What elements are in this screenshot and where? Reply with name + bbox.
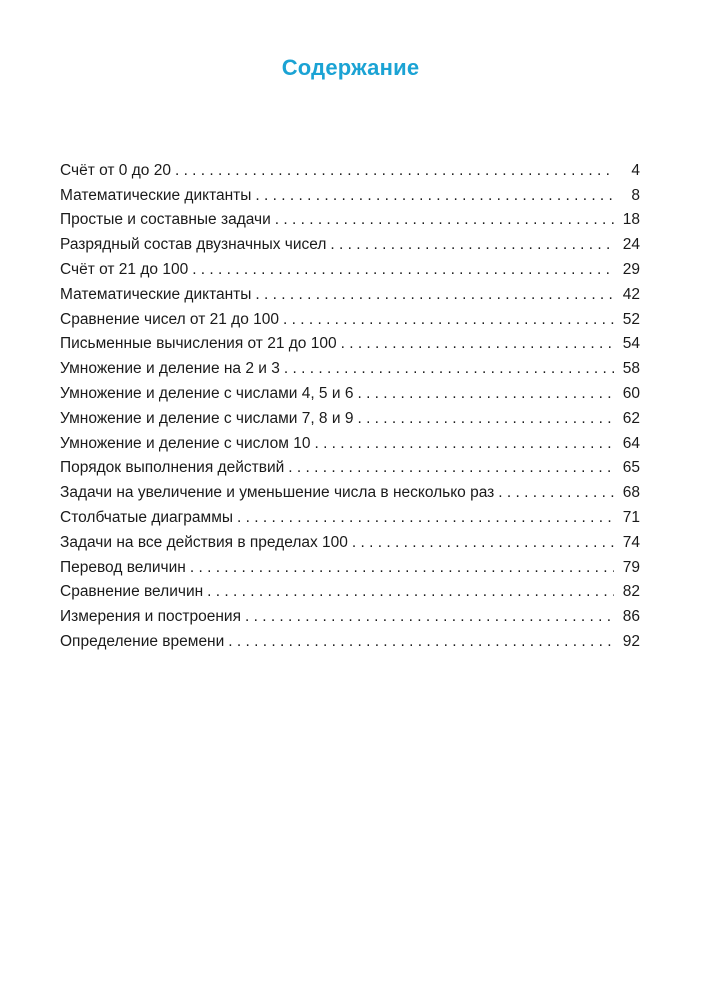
- toc-entry-title: Порядок выполнения действий: [60, 459, 285, 477]
- toc-entry[interactable]: [60, 528, 640, 553]
- toc-entry-page: 62: [622, 409, 640, 427]
- dot-leader: [190, 558, 614, 578]
- page-title: Содержание: [281, 54, 420, 80]
- toc-entry[interactable]: [60, 305, 640, 330]
- toc-entry-page: 18: [622, 211, 640, 229]
- toc-entry-title: Математические диктанты: [60, 285, 252, 303]
- dot-leader: [192, 260, 614, 280]
- toc-entry[interactable]: [60, 230, 640, 255]
- toc-entry-page: 74: [622, 533, 640, 551]
- toc-entry-title: Математические диктанты: [60, 186, 252, 204]
- toc-entry[interactable]: [60, 255, 640, 280]
- dot-leader: [207, 582, 614, 602]
- toc-entry-page: 65: [622, 459, 640, 477]
- toc-entry-page: 79: [622, 558, 640, 576]
- toc-entry-title: Задачи на все действия в пределах 100: [60, 533, 348, 551]
- toc-entry[interactable]: [60, 181, 640, 206]
- dot-leader: [237, 508, 614, 528]
- dot-leader: [498, 483, 614, 503]
- dot-leader: [352, 533, 614, 553]
- toc-entry[interactable]: [60, 280, 640, 305]
- toc-entry-page: 68: [622, 484, 640, 502]
- toc-entry-page: 4: [631, 161, 640, 179]
- dot-leader: [357, 384, 614, 404]
- toc-entry-title: Задачи на увеличение и уменьшение числа в несколько раз: [60, 484, 495, 502]
- toc-entry[interactable]: [60, 156, 640, 181]
- toc-entry-page: 29: [622, 260, 640, 278]
- toc-entry-page: 92: [622, 632, 640, 650]
- toc-entry-title: Умножение и деление с числами 7, 8 и 9: [60, 409, 354, 427]
- dot-leader: [330, 235, 614, 255]
- toc-entry-page: 24: [622, 236, 640, 254]
- dot-leader: [341, 334, 614, 354]
- dot-leader: [228, 632, 614, 652]
- toc-entry-page: 54: [622, 335, 640, 353]
- toc-entry-title: Разрядный состав двузначных чисел: [60, 236, 327, 254]
- toc-entry-page: 52: [622, 310, 640, 328]
- toc-entry[interactable]: [60, 429, 640, 454]
- dot-leader: [288, 458, 614, 478]
- toc-entry-title: Умножение и деление на 2 и 3: [60, 360, 280, 378]
- dot-leader: [255, 285, 614, 305]
- toc-entry[interactable]: [60, 206, 640, 231]
- toc-entry[interactable]: [60, 503, 640, 528]
- dot-leader: [314, 434, 614, 454]
- toc-entry-page: 8: [631, 186, 640, 204]
- dot-leader: [283, 310, 614, 330]
- toc-entry-page: 64: [622, 434, 640, 452]
- dot-leader: [255, 186, 614, 206]
- toc-entry-title: Измерения и построения: [60, 608, 241, 626]
- toc-entry[interactable]: [60, 404, 640, 429]
- toc-entry-page: 86: [622, 608, 640, 626]
- toc-entry-title: Умножение и деление с числом 10: [60, 434, 311, 452]
- toc-entry-title: Сравнение величин: [60, 583, 204, 601]
- toc-entry-title: Определение времени: [60, 632, 225, 650]
- dot-leader: [357, 409, 614, 429]
- toc-entry-title: Счёт от 0 до 20: [60, 161, 171, 179]
- toc-entry-page: 58: [622, 360, 640, 378]
- toc-entry[interactable]: [60, 578, 640, 603]
- dot-leader: [245, 607, 614, 627]
- toc-entry-title: Столбчатые диаграммы: [60, 508, 233, 526]
- table-of-contents: [60, 156, 640, 652]
- toc-entry[interactable]: [60, 379, 640, 404]
- toc-entry-title: Счёт от 21 до 100: [60, 260, 189, 278]
- toc-entry[interactable]: [60, 602, 640, 627]
- toc-entry-title: Сравнение чисел от 21 до 100: [60, 310, 279, 328]
- dot-leader: [284, 359, 614, 379]
- toc-entry-title: Умножение и деление с числами 4, 5 и 6: [60, 384, 354, 402]
- toc-entry[interactable]: [60, 627, 640, 652]
- toc-entry[interactable]: [60, 478, 640, 503]
- toc-entry-title: Простые и составные задачи: [60, 211, 271, 229]
- dot-leader: [175, 161, 614, 181]
- toc-entry-page: 60: [622, 384, 640, 402]
- toc-entry-title: Письменные вычисления от 21 до 100: [60, 335, 337, 353]
- toc-entry-page: 71: [622, 508, 640, 526]
- toc-entry[interactable]: [60, 330, 640, 355]
- toc-entry[interactable]: [60, 354, 640, 379]
- dot-leader: [275, 210, 614, 230]
- toc-entry[interactable]: [60, 454, 640, 479]
- toc-entry-page: 82: [622, 583, 640, 601]
- toc-entry[interactable]: [60, 553, 640, 578]
- toc-entry-title: Перевод величин: [60, 558, 186, 576]
- toc-entry-page: 42: [622, 285, 640, 303]
